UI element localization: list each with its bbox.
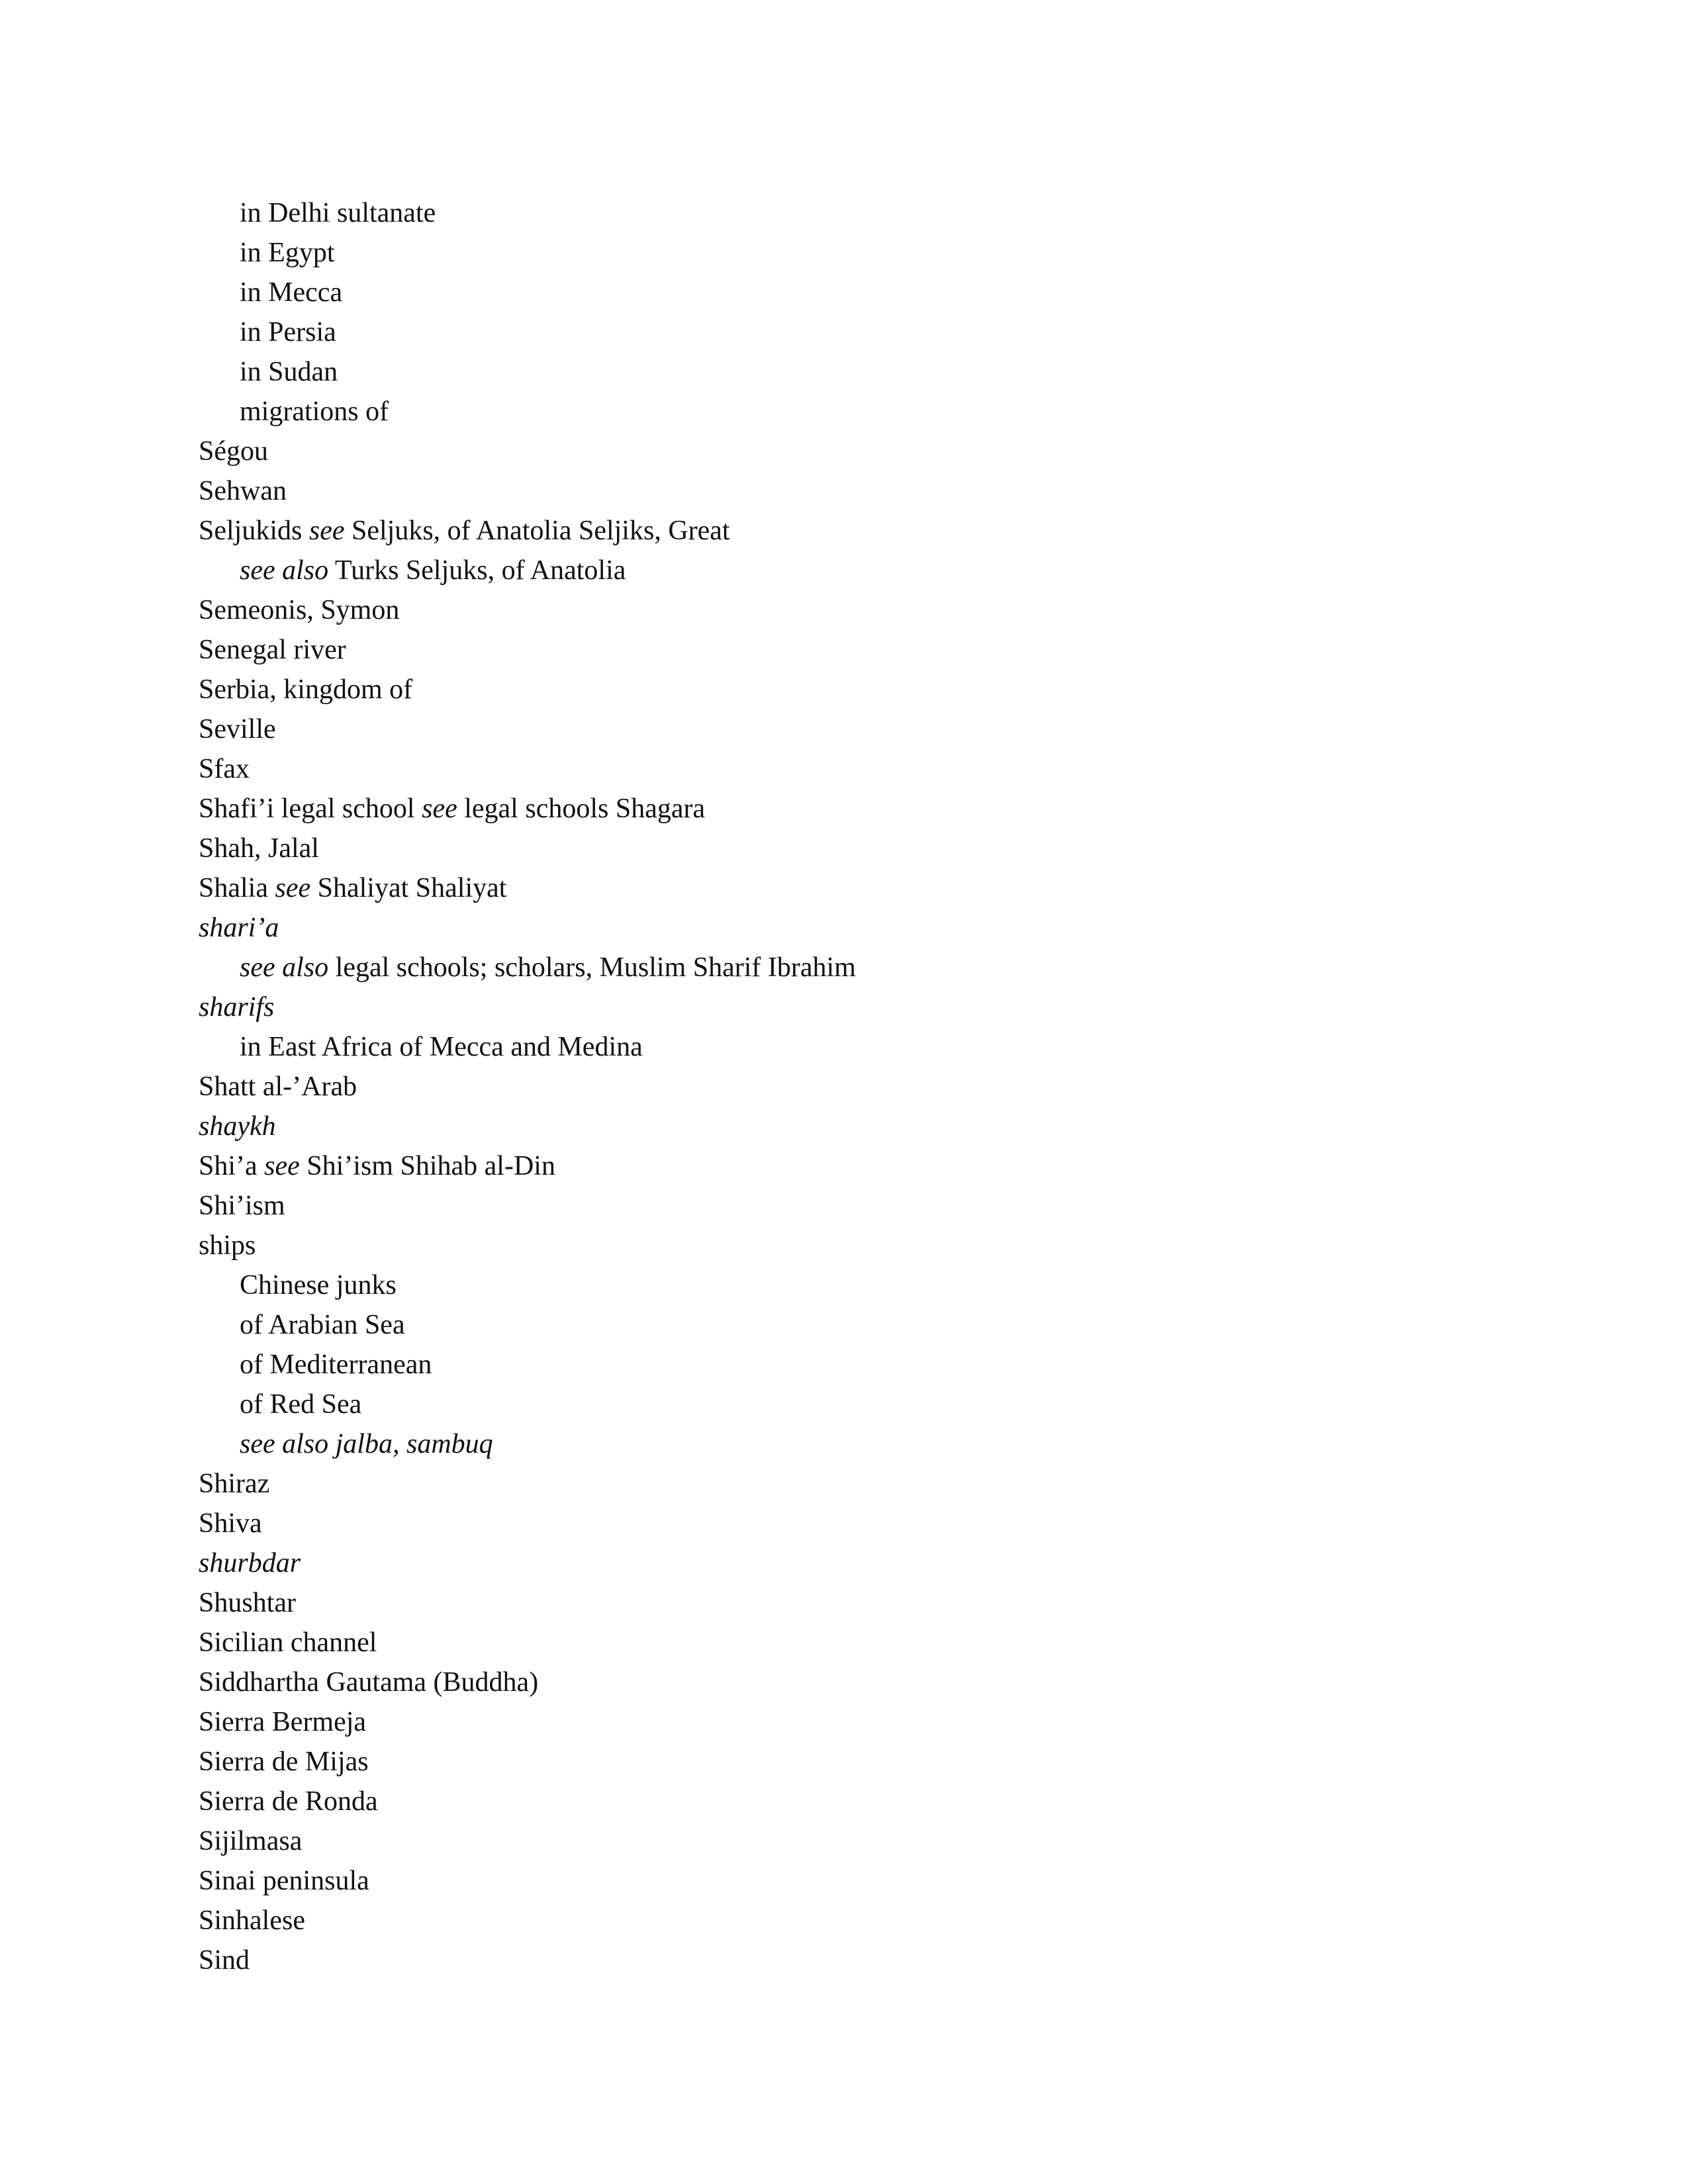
italic-text: see [275,873,311,903]
index-entry [199,1742,1523,1782]
index-entry [199,1782,1523,1821]
index-subentry [199,193,1523,233]
index-subentry [199,1385,1523,1424]
entry-text: Senegal river [199,635,346,665]
entry-text: Shiraz [199,1469,270,1499]
index-entry [199,1861,1523,1901]
index-subentry [199,948,1523,987]
italic-text: shurbdar [199,1548,301,1578]
index-subentry [199,352,1523,392]
entry-text: ships [199,1230,256,1261]
index-entry [199,1940,1523,1980]
index-entry [199,590,1523,630]
entry-text: Siddhartha Gautama (Buddha) [199,1667,539,1698]
index-subentry [199,273,1523,312]
index-subentry [199,233,1523,273]
entry-text: Seljuks, of Anatolia Seljiks, Great [344,516,730,546]
entry-text: Shah, Jalal [199,833,319,864]
entry-text: Shalia [199,873,275,903]
index-entry [199,1583,1523,1623]
index-entry [199,630,1523,670]
index-entry [199,1146,1523,1186]
index-entry [199,1067,1523,1107]
index-entry [199,1226,1523,1265]
entry-text: in Sudan [240,357,338,387]
entry-text: Shaliyat Shaliyat [310,873,507,903]
entry-text: Shushtar [199,1588,296,1618]
italic-text: see also jalba, sambuq [240,1429,493,1459]
entry-text: Sfax [199,754,250,784]
index-entry [199,709,1523,749]
index-entry [199,1821,1523,1861]
index-entry [199,829,1523,868]
index-entry [199,471,1523,511]
entry-text: of Mediterranean [240,1349,432,1380]
index-subentry [199,1027,1523,1067]
entry-text: legal schools; scholars, Muslim Sharif Ibrahim [328,952,856,983]
entry-text: Chinese junks [240,1270,397,1300]
entry-text: Sehwan [199,476,287,506]
index-entry [199,1186,1523,1226]
index-entry [199,908,1523,948]
entry-text: in Delhi sultanate [240,198,436,228]
index-entry [199,749,1523,789]
index-entry [199,1901,1523,1940]
entry-text: in Persia [240,317,336,347]
index-entry [199,987,1523,1027]
italic-text: shari’a [199,913,279,943]
index-entry-list [199,193,1523,1980]
entry-text: in East Africa of Mecca and Medina [240,1032,643,1062]
entry-text: Shatt al-’Arab [199,1071,357,1102]
italic-text: shaykh [199,1111,276,1142]
italic-text: see also [240,555,329,586]
index-entry [199,670,1523,709]
index-subentry [199,312,1523,352]
index-subentry [199,392,1523,432]
entry-text: in Egypt [240,238,335,268]
index-page [199,193,1523,1980]
italic-text: see also [240,952,329,983]
italic-text: sharifs [199,992,275,1023]
entry-text: legal schools Shagara [457,794,706,824]
italic-text: see [422,794,457,824]
entry-text: Shi’ism Shihab al-Din [299,1151,555,1181]
index-entry [199,1464,1523,1504]
italic-text: see [264,1151,300,1181]
entry-text: Turks Seljuks, of Anatolia [328,555,626,586]
index-entry [199,511,1523,551]
entry-text: Sijilmasa [199,1826,303,1856]
entry-text: migrations of [240,396,389,427]
entry-text: of Arabian Sea [240,1310,405,1340]
entry-text: Sinai peninsula [199,1866,369,1896]
entry-text: Seville [199,714,276,745]
index-entry [199,868,1523,908]
index-entry [199,1662,1523,1702]
index-entry [199,1543,1523,1583]
entry-text: Sind [199,1945,250,1976]
entry-text: Sierra Bermeja [199,1707,367,1737]
entry-text: Shiva [199,1508,262,1539]
entry-text: Sinhalese [199,1905,305,1936]
index-subentry [199,1265,1523,1305]
entry-text: Semeonis, Symon [199,595,400,625]
entry-text: Ségou [199,436,268,467]
entry-text: Sicilian channel [199,1627,377,1658]
entry-text: Shi’ism [199,1191,285,1221]
index-entry [199,1504,1523,1543]
index-entry [199,1107,1523,1146]
entry-text: Serbia, kingdom of [199,674,413,705]
entry-text: in Mecca [240,277,343,308]
index-subentry [199,1345,1523,1385]
index-entry [199,1702,1523,1742]
index-subentry [199,551,1523,590]
entry-text: of Red Sea [240,1389,362,1420]
entry-text: Shafi’i legal school [199,794,422,824]
index-entry [199,789,1523,829]
entry-text: Seljukids [199,516,309,546]
index-entry [199,432,1523,471]
italic-text: see [308,516,345,546]
index-subentry [199,1305,1523,1345]
entry-text: Sierra de Ronda [199,1786,378,1817]
entry-text: Sierra de Mijas [199,1747,369,1777]
entry-text: Shi’a [199,1151,265,1181]
index-entry [199,1623,1523,1662]
index-subentry [199,1424,1523,1464]
